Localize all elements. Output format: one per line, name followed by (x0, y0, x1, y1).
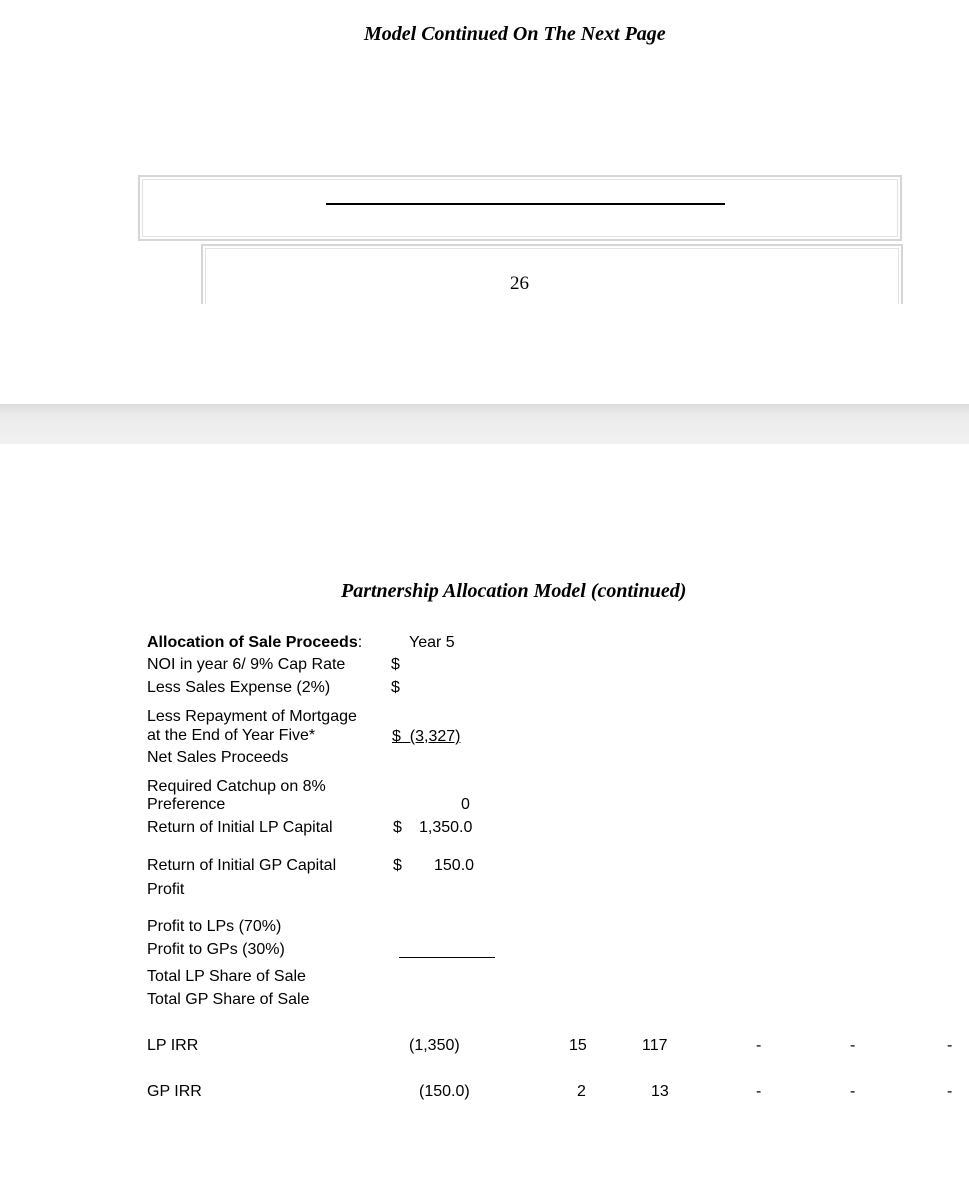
row-label-net-sales: Net Sales Proceeds (147, 749, 289, 766)
lp-irr-value-1: (1,350) (409, 1037, 460, 1054)
model-title: Partnership Allocation Model (continued) (341, 580, 687, 602)
gp-irr-label: GP IRR (147, 1083, 202, 1100)
footer-box-outer (138, 175, 902, 241)
row-label-total-lp: Total LP Share of Sale (147, 968, 306, 985)
year-header: Year 5 (409, 634, 455, 651)
row-label-noi: NOI in year 6/ 9% Cap Rate (147, 656, 346, 673)
row-label-mortgage-2: at the End of Year Five* (147, 727, 316, 744)
footer-rule (326, 203, 725, 205)
gp-irr-value-4: - (756, 1083, 762, 1100)
lp-irr-value-5: - (850, 1037, 856, 1054)
row-value-catchup: 0 (461, 796, 470, 813)
row-label-profit: Profit (147, 881, 185, 898)
row-label-lp-capital: Return of Initial LP Capital (147, 819, 333, 836)
lp-irr-value-3: 117 (642, 1037, 668, 1054)
row-value-mortgage: $ (3,327) (392, 728, 461, 745)
gp-irr-value-2: 2 (577, 1083, 586, 1100)
row-label-sales-expense: Less Sales Expense (2%) (147, 679, 331, 696)
row-currency-gp-capital: $ (393, 857, 402, 874)
current-page (0, 444, 969, 1190)
row-currency-noi: $ (391, 656, 400, 673)
row-currency-sales-expense: $ (391, 679, 400, 696)
lp-irr-value-6: - (947, 1037, 953, 1054)
page-number: 26 (510, 273, 529, 294)
row-label-gp-capital: Return of Initial GP Capital (147, 857, 337, 874)
gp-irr-value-6: - (947, 1083, 953, 1100)
lp-irr-label: LP IRR (147, 1037, 199, 1054)
previous-page (0, 0, 969, 404)
row-value-lp-capital: 1,350.0 (419, 819, 473, 836)
lp-irr-value-2: 15 (569, 1037, 587, 1054)
row-label-mortgage-1: Less Repayment of Mortgage (147, 708, 357, 725)
row-label-profit-lps: Profit to LPs (70%) (147, 918, 282, 935)
allocation-header (147, 633, 362, 652)
row-label-total-gp: Total GP Share of Sale (147, 991, 310, 1008)
row-label-catchup-1: Required Catchup on 8% (147, 778, 326, 795)
allocation-header-label: Allocation of Sale Proceeds (147, 634, 358, 651)
gp-irr-value-3: 13 (651, 1083, 669, 1100)
page-separator (0, 404, 969, 444)
footer-box-inner (201, 244, 903, 304)
subtotal-rule (399, 957, 495, 958)
row-label-profit-gps: Profit to GPs (30%) (147, 941, 285, 958)
row-label-catchup-2: Preference (147, 796, 226, 813)
row-currency-lp-capital: $ (393, 819, 402, 836)
lp-irr-value-4: - (756, 1037, 762, 1054)
row-value-gp-capital: 150.0 (434, 857, 475, 874)
allocation-header-colon: : (357, 634, 363, 651)
gp-irr-value-5: - (850, 1083, 856, 1100)
continued-note: Model Continued On The Next Page (364, 23, 666, 45)
gp-irr-value-1: (150.0) (419, 1083, 470, 1100)
